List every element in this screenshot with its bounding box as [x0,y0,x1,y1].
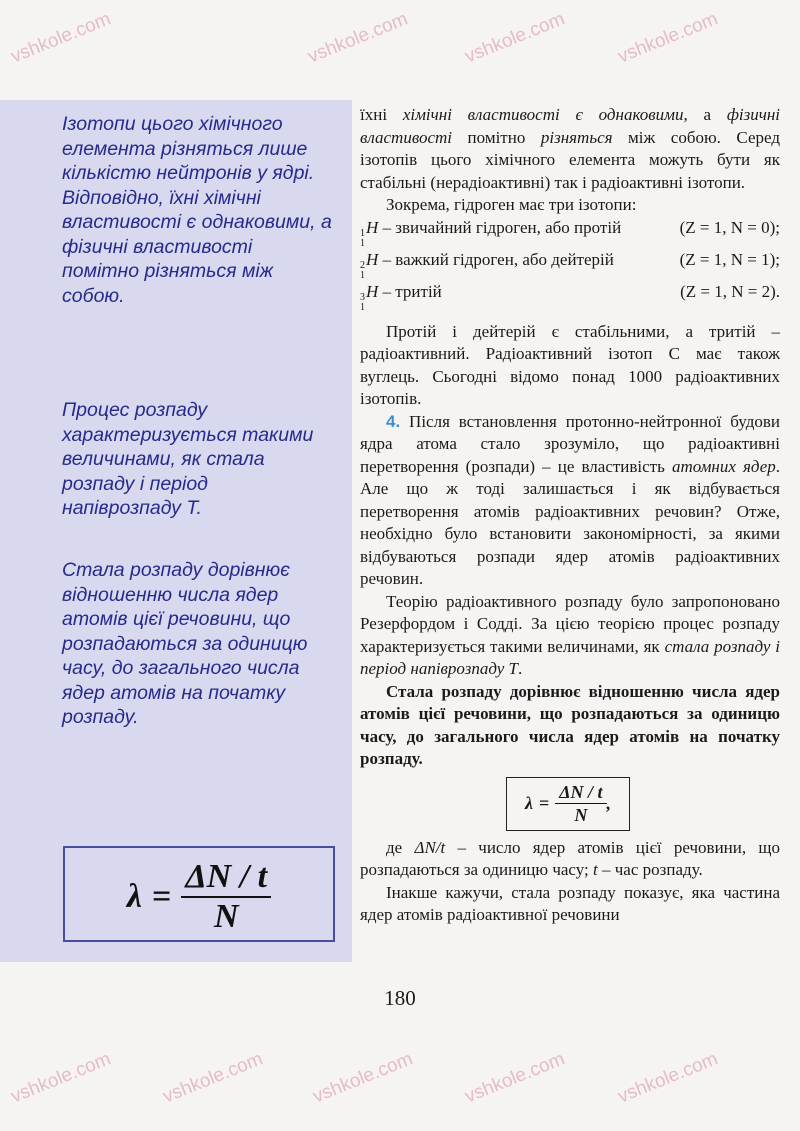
watermark: vshkole.com [310,1048,416,1108]
margin-note-isotopes: Ізотопи цього хімічного елемента різняться лише кількістю нейтронів у ядрі. Відповідно, їхні хімічні властивості є однаковими, а фізичні властивості помітно різняться між собою. [62,113,332,307]
watermark: vshkole.com [160,1048,266,1108]
watermark: vshkole.com [462,8,568,68]
page-number: 180 [384,986,416,1010]
paragraph: Інакше кажучи, стала розпаду показує, яка частина ядер атомів радіоактивної речовини [360,882,780,924]
paragraph: Теорію радіоактивного розпаду було запропоновано Резерфордом і Содді. За цією теорією процес розпаду характеризується такими величинами, як стала розпаду і період напіврозпаду T. [360,591,780,678]
formula-equals: = [151,878,172,915]
formula-box-inline: λ = $\frac{\Delta N / t}{N}$ , [506,777,630,831]
margin-note-decay-constant: Стала розпаду дорівнює відношенню числа ядер атомів цієї речовини, що розпадаються за одиницю часу, до загального числа ядер атомів на початку розпаду. [62,559,308,728]
main-text [360,104,780,927]
watermark: vshkole.com [305,8,411,68]
watermark: vshkole.com [462,1048,568,1108]
watermark: vshkole.com [615,8,721,68]
margin-note-decay-process: Процес розпаду характеризується такими величинами, як стала розпаду і період напіврозпаду T. [62,399,314,519]
paragraph: їхні хімічні властивості є однаковими, а фізичні властивості помітно різняться між собою. Серед ізотопів цього хімічного елемента можуть бути як стабільні (нерадіоактивні) так і радіоактивні ізотопи. [360,105,781,192]
formula-denominator: N [213,898,239,935]
formula-lambda: λ [126,878,142,915]
formula-numerator: ΔN / t [181,858,271,898]
paragraph: Зокрема, гідроген має три ізотопи: [386,195,637,214]
watermark: vshkole.com [615,1048,721,1108]
isotope-row: 2 1 H – важкий гідроген, або дейтерій (Z = 1, N = 1); [360,249,780,281]
watermark: vshkole.com [8,8,114,68]
formula-box [63,846,335,942]
isotope-row: 3 1 H – тритій (Z = 1, N = 2). [360,281,780,313]
paragraph: 4. Після встановлення протонно-нейтронної будови ядра атома стало зрозуміло, що радіоактивні перетворення (розпади) – це властивість атомних ядер. Але що ж тоді залишається і як відбувається перетворення атомів радіоактивних речовин? Отже, необхідно було встановити закономірності, за якими відбуваються розпади ядер атомів радіоактивних речовин. [360,411,780,588]
watermark: vshkole.com [8,1048,114,1108]
definition: Стала розпаду дорівнює відношенню числа ядер атомів цієї речовини, що розпадаються за одиницю часу, до загального числа ядер атомів на початку розпаду. [360,681,780,768]
formula-fraction [181,858,271,936]
paragraph: де ΔN/t – число ядер атомів цієї речовини, що розпадаються за одиницю часу; t – час розпаду. [360,837,780,879]
paragraph: Протій і дейтерій є стабільними, а тритій – радіоактивний. Радіоактивний ізотоп С має також вуглець. Сьогодні відомо понад 1000 радіоактивних ізотопів. [360,321,780,408]
isotope-row: 1 1 H – звичайний гідроген, або протій (Z = 1, N = 0); [360,217,780,249]
